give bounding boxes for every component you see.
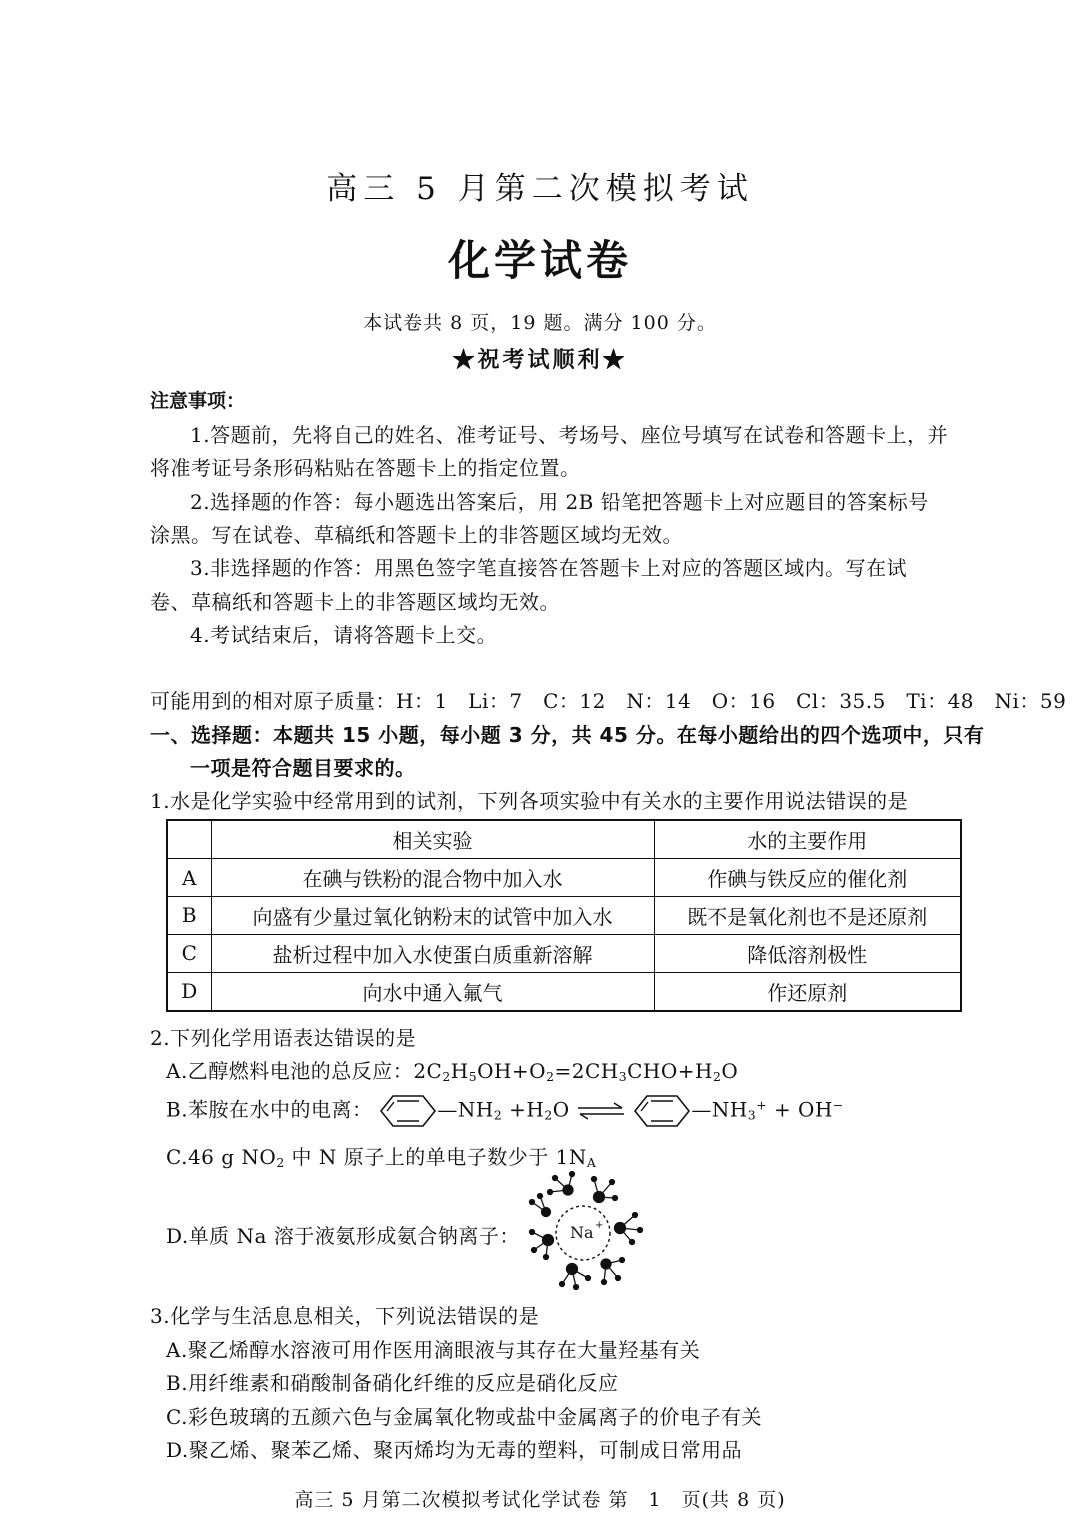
- blessing: ★祝考试顺利★: [452, 347, 628, 373]
- notice-item-2-line1: 2.选择题的作答：每小题选出答案后，用 2B 铅笔把答题卡上对应题目的答案标号: [190, 490, 929, 514]
- sodium-ion-label: Na: [570, 1223, 594, 1242]
- benzene-ring-icon: [633, 1093, 691, 1129]
- ammonia-sodium-complex-diagram: [510, 1160, 660, 1295]
- table-cell-option: A: [167, 859, 211, 897]
- table-cell-option: B: [167, 897, 211, 935]
- notice-item-3-line2: 卷、草稿纸和答题卡上的非答题区域均无效。: [150, 590, 560, 614]
- table-header-row: [167, 820, 961, 859]
- table-cell-option: C: [167, 934, 211, 972]
- table-row: [167, 934, 961, 972]
- equilibrium-arrow-icon: [576, 1101, 626, 1121]
- question-1-stem: 1.水是化学实验中经常用到的试剂，下列各项实验中有关水的主要作用说法错误的是: [150, 789, 909, 813]
- question-2-option-b: B.苯胺在水中的电离： $—NH_2 +H_2O$ $—NH_3^+ + OH^-$: [166, 1093, 844, 1129]
- question-2-option-c: C.46 g $NO_2$ 中 N 原子上的单电子数少于 $1N_A$: [166, 1145, 597, 1171]
- notice-item-2-line2: 涂黑。写在试卷、草稿纸和答题卡上的非答题区域均无效。: [150, 523, 683, 547]
- notice-item-1-line1: 1.答题前，先将自己的姓名、准考证号、考场号、座位号填写在试卷和答题卡上，并: [190, 423, 949, 447]
- table-header-cell: 相关实验: [211, 820, 654, 859]
- table-cell-experiment: 向水中通入氟气: [211, 972, 654, 1011]
- table-cell-experiment: 盐析过程中加入水使蛋白质重新溶解: [211, 934, 654, 972]
- exam-title: 高三 5 月第二次模拟考试: [326, 171, 754, 207]
- notice-item-3-line1: 3.非选择题的作答：用黑色签字笔直接答在答题卡上对应的答题区域内。写在试: [190, 556, 908, 580]
- table-cell-experiment: 向盛有少量过氧化钠粉末的试管中加入水: [211, 897, 654, 935]
- question-3-option-a: A.聚乙烯醇水溶液可用作医用滴眼液与其存在大量羟基有关: [166, 1338, 701, 1362]
- table-cell-role: 降低溶剂极性: [654, 934, 961, 972]
- question-2-stem: 2.下列化学用语表达错误的是: [150, 1026, 417, 1050]
- question-2-option-d: D.单质 Na 溶于液氨形成氨合钠离子：: [166, 1224, 520, 1248]
- exam-info: 本试卷共 8 页，19 题。满分 100 分。: [363, 312, 717, 334]
- question-3-option-b: B.用纤维素和硝酸制备硝化纤维的反应是硝化反应: [166, 1371, 619, 1395]
- question-1-table: [166, 819, 962, 1012]
- sodium-ion-charge: +: [595, 1220, 604, 1231]
- notice-heading: 注意事项：: [150, 390, 246, 412]
- table-row: [167, 859, 961, 897]
- table-cell-role: 作还原剂: [654, 972, 961, 1011]
- question-3-option-d: D.聚乙烯、聚苯乙烯、聚丙烯均为无毒的塑料，可制成日常用品: [166, 1438, 743, 1462]
- question-3-option-c: C.彩色玻璃的五颜六色与金属氧化物或盐中金属离子的价电子有关: [166, 1405, 762, 1429]
- table-cell-role: 既不是氧化剂也不是还原剂: [654, 897, 961, 935]
- table-row: [167, 972, 961, 1011]
- page-footer: 高三 5 月第二次模拟考试化学试卷 第 1 页(共 8 页): [294, 1489, 786, 1511]
- notice-item-4-line1: 4.考试结束后，请将答题卡上交。: [190, 623, 498, 647]
- notice-item-1-line2: 将准考证号条形码粘贴在答题卡上的指定位置。: [150, 456, 581, 480]
- option-b-label: B.苯胺在水中的电离：: [166, 1097, 373, 1122]
- table-header-cell: [167, 820, 211, 859]
- subject-title: 化学试卷: [447, 236, 632, 285]
- table-header-cell: 水的主要作用: [654, 820, 961, 859]
- table-cell-role: 作碘与铁反应的催化剂: [654, 859, 961, 897]
- atomic-masses: 可能用到的相对原子质量：H：1 Li：7 C：12 N：14 O：16 Cl：35.5 Ti：48 Ni：59: [150, 689, 1067, 713]
- table-cell-option: D: [167, 972, 211, 1011]
- table-row: [167, 897, 961, 935]
- question-3-stem: 3.化学与生活息息相关，下列说法错误的是: [150, 1304, 540, 1328]
- table-cell-experiment: 在碘与铁粉的混合物中加入水: [211, 859, 654, 897]
- question-2-option-a: A.乙醇燃料电池的总反应：$2C_2H_5OH+O_2=2CH_3CHO+H_2O$: [166, 1059, 739, 1085]
- section-1-heading-line1: 一、选择题：本题共 15 小题，每小题 3 分，共 45 分。在每小题给出的四个选项中，只有: [150, 723, 985, 747]
- section-1-heading-line2: 一项是符合题目要求的。: [190, 756, 416, 780]
- benzene-ring-icon: [379, 1093, 437, 1129]
- option-a-label: A.乙醇燃料电池的总反应：: [166, 1059, 414, 1083]
